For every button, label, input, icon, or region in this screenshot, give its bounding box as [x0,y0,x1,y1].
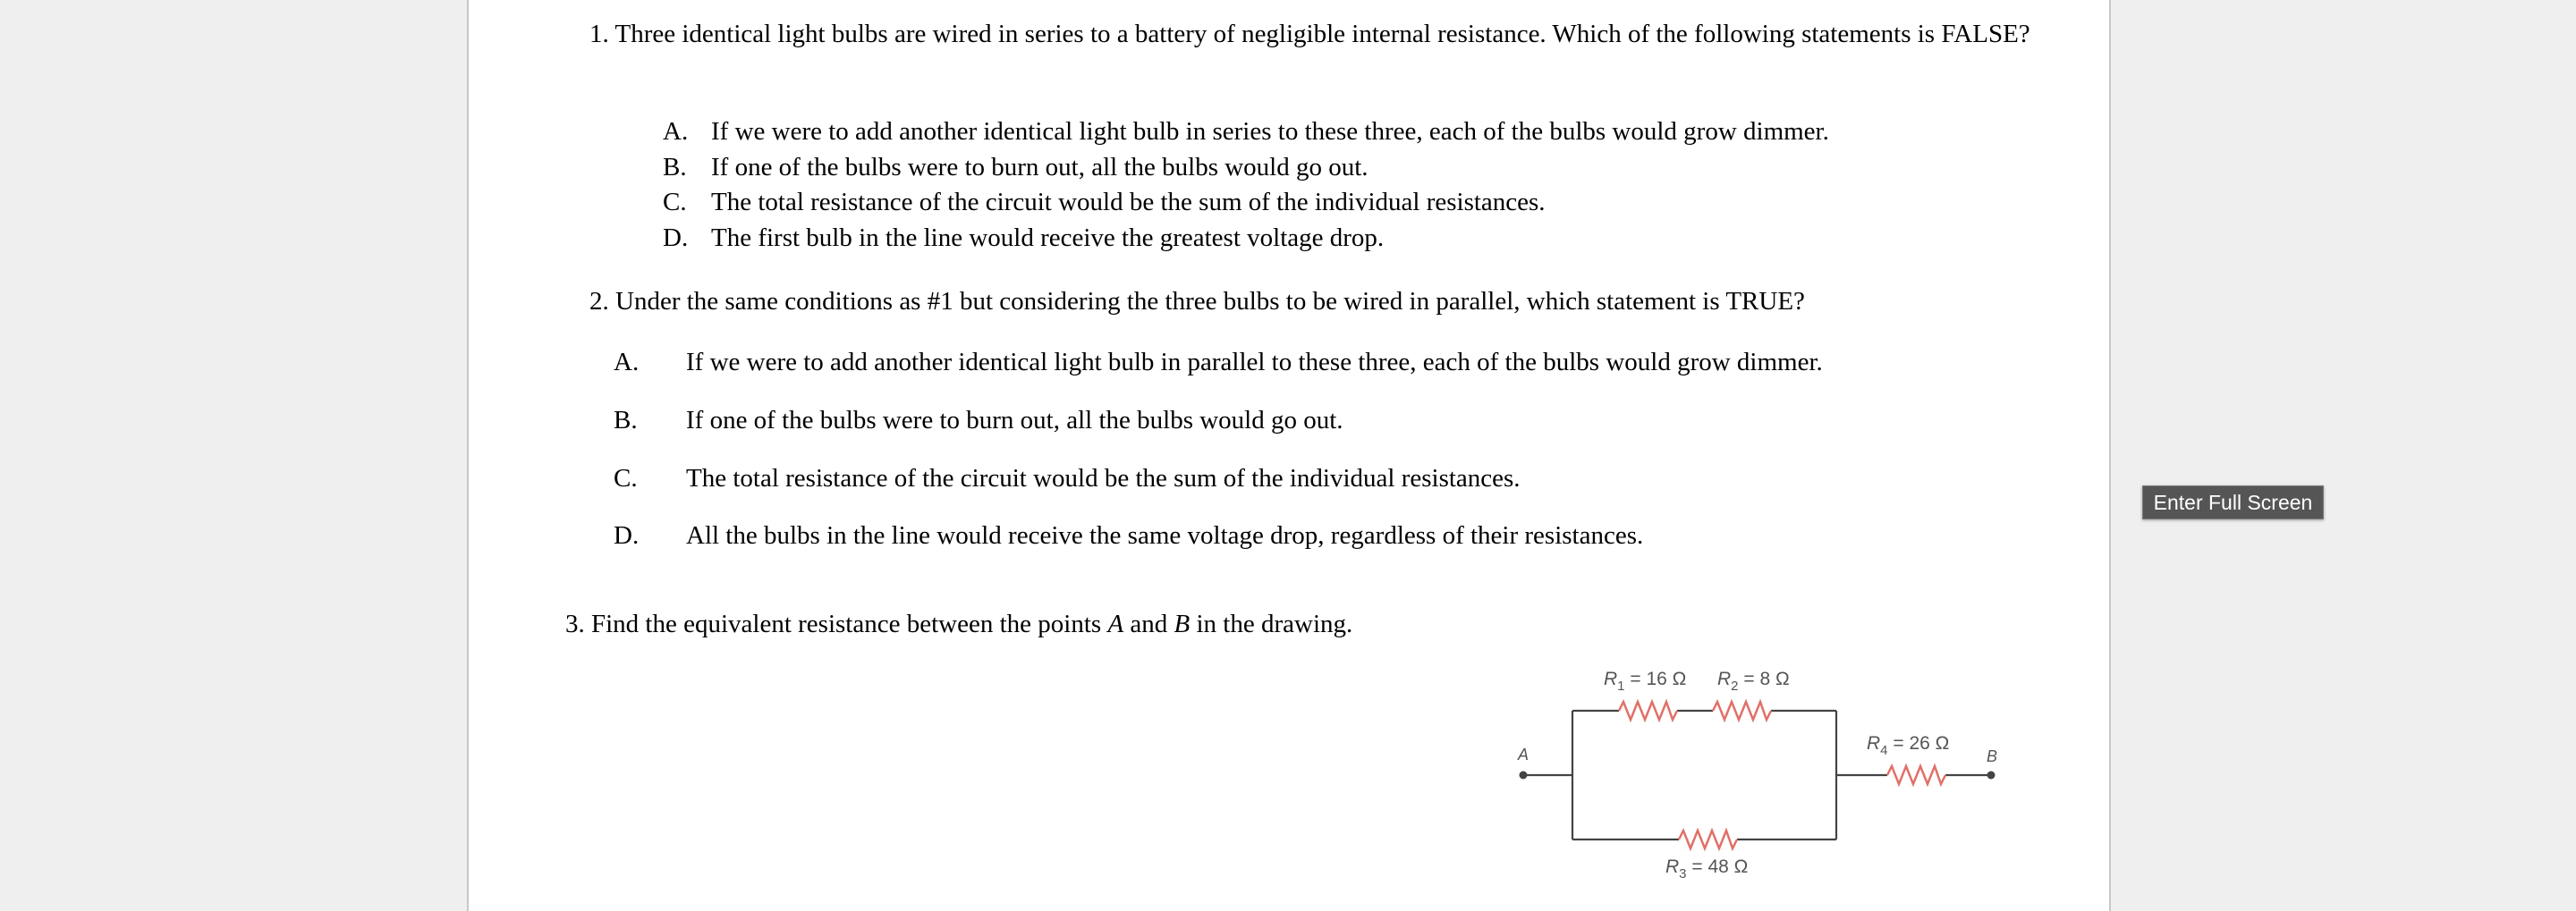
question-2-option-c [614,461,1823,519]
question-1-option-c [663,185,1829,221]
question-3-middle: and [1123,610,1174,638]
node-a-dot [1520,772,1528,780]
question-2-options [614,345,1823,577]
question-3 [565,607,1728,642]
circuit-wires [1523,711,1991,839]
option-letter: A. [614,348,640,376]
label-r4: $R_4 = 26$ Ω [1867,733,1950,758]
label-r1: $R_1 = 16$ Ω [1604,669,1687,694]
option-text: If one of the bulbs were to burn out, all the bulbs would go out. [686,405,1343,434]
question-1-stem: 1. Three identical light bulbs are wired in series to a battery of negligible internal resistance. Which of the following statements is FALSE? [589,20,2030,48]
label-r3: $R_3 = 48$ Ω [1665,856,1749,881]
option-letter: B. [663,152,687,181]
enter-full-screen-button[interactable]: Enter Full Screen [2142,485,2324,519]
question-2-option-d [614,519,1823,577]
question-2-option-a [614,345,1823,403]
option-text: The total resistance of the circuit would be the sum of the individual resistances. [686,463,1521,493]
question-2-option-b [614,403,1823,461]
resistor-r3 [1679,831,1737,848]
question-2 [589,284,2056,319]
option-text: If we were to add another identical light bulb in parallel to these three, each of the bulbs would grow dimmer. [686,348,1823,376]
option-letter: D. [663,223,689,252]
label-node-a: A [1518,746,1530,763]
option-text: If one of the bulbs were to burn out, all the bulbs would go out. [711,152,1368,181]
question-1-option-a [663,114,1829,150]
question-1 [589,17,2038,52]
question-3-point-b: B [1174,610,1191,638]
question-3-prefix: 3. Find the equivalent resistance between the points [565,610,1108,638]
option-letter: C. [614,463,638,493]
option-letter: B. [614,405,638,434]
question-2-stem: 2. Under the same conditions as #1 but considering the three bulbs to be wired in parallel, which statement is TRUE? [589,287,1805,316]
question-3-point-a: A [1107,610,1124,638]
label-node-b: B [1987,747,1998,765]
option-letter: C. [663,188,687,217]
question-1-option-d [663,221,1829,257]
question-3-suffix: in the drawing. [1190,610,1353,638]
label-r2: $R_2 = 8$ Ω [1717,669,1790,694]
option-letter: D. [614,521,640,551]
option-letter: A. [663,117,689,146]
resistor-r1 [1619,702,1677,720]
option-text: If we were to add another identical light bulb in series to these three, each of the bulbs would grow dimmer. [711,117,1829,146]
option-text: The total resistance of the circuit would be the sum of the individual resistances. [711,188,1546,217]
resistor-r4 [1887,766,1945,784]
question-1-options [663,114,1829,256]
option-text: The first bulb in the line would receive the greatest voltage drop. [711,223,1385,252]
question-1-option-b [663,150,1829,186]
circuit-diagram [1480,662,2017,894]
resistor-r2 [1713,702,1771,720]
node-b-dot [1987,772,1996,780]
document-page [467,0,2111,911]
option-text: All the bulbs in the line would receive the same voltage drop, regardless of their resistances. [686,521,1644,551]
